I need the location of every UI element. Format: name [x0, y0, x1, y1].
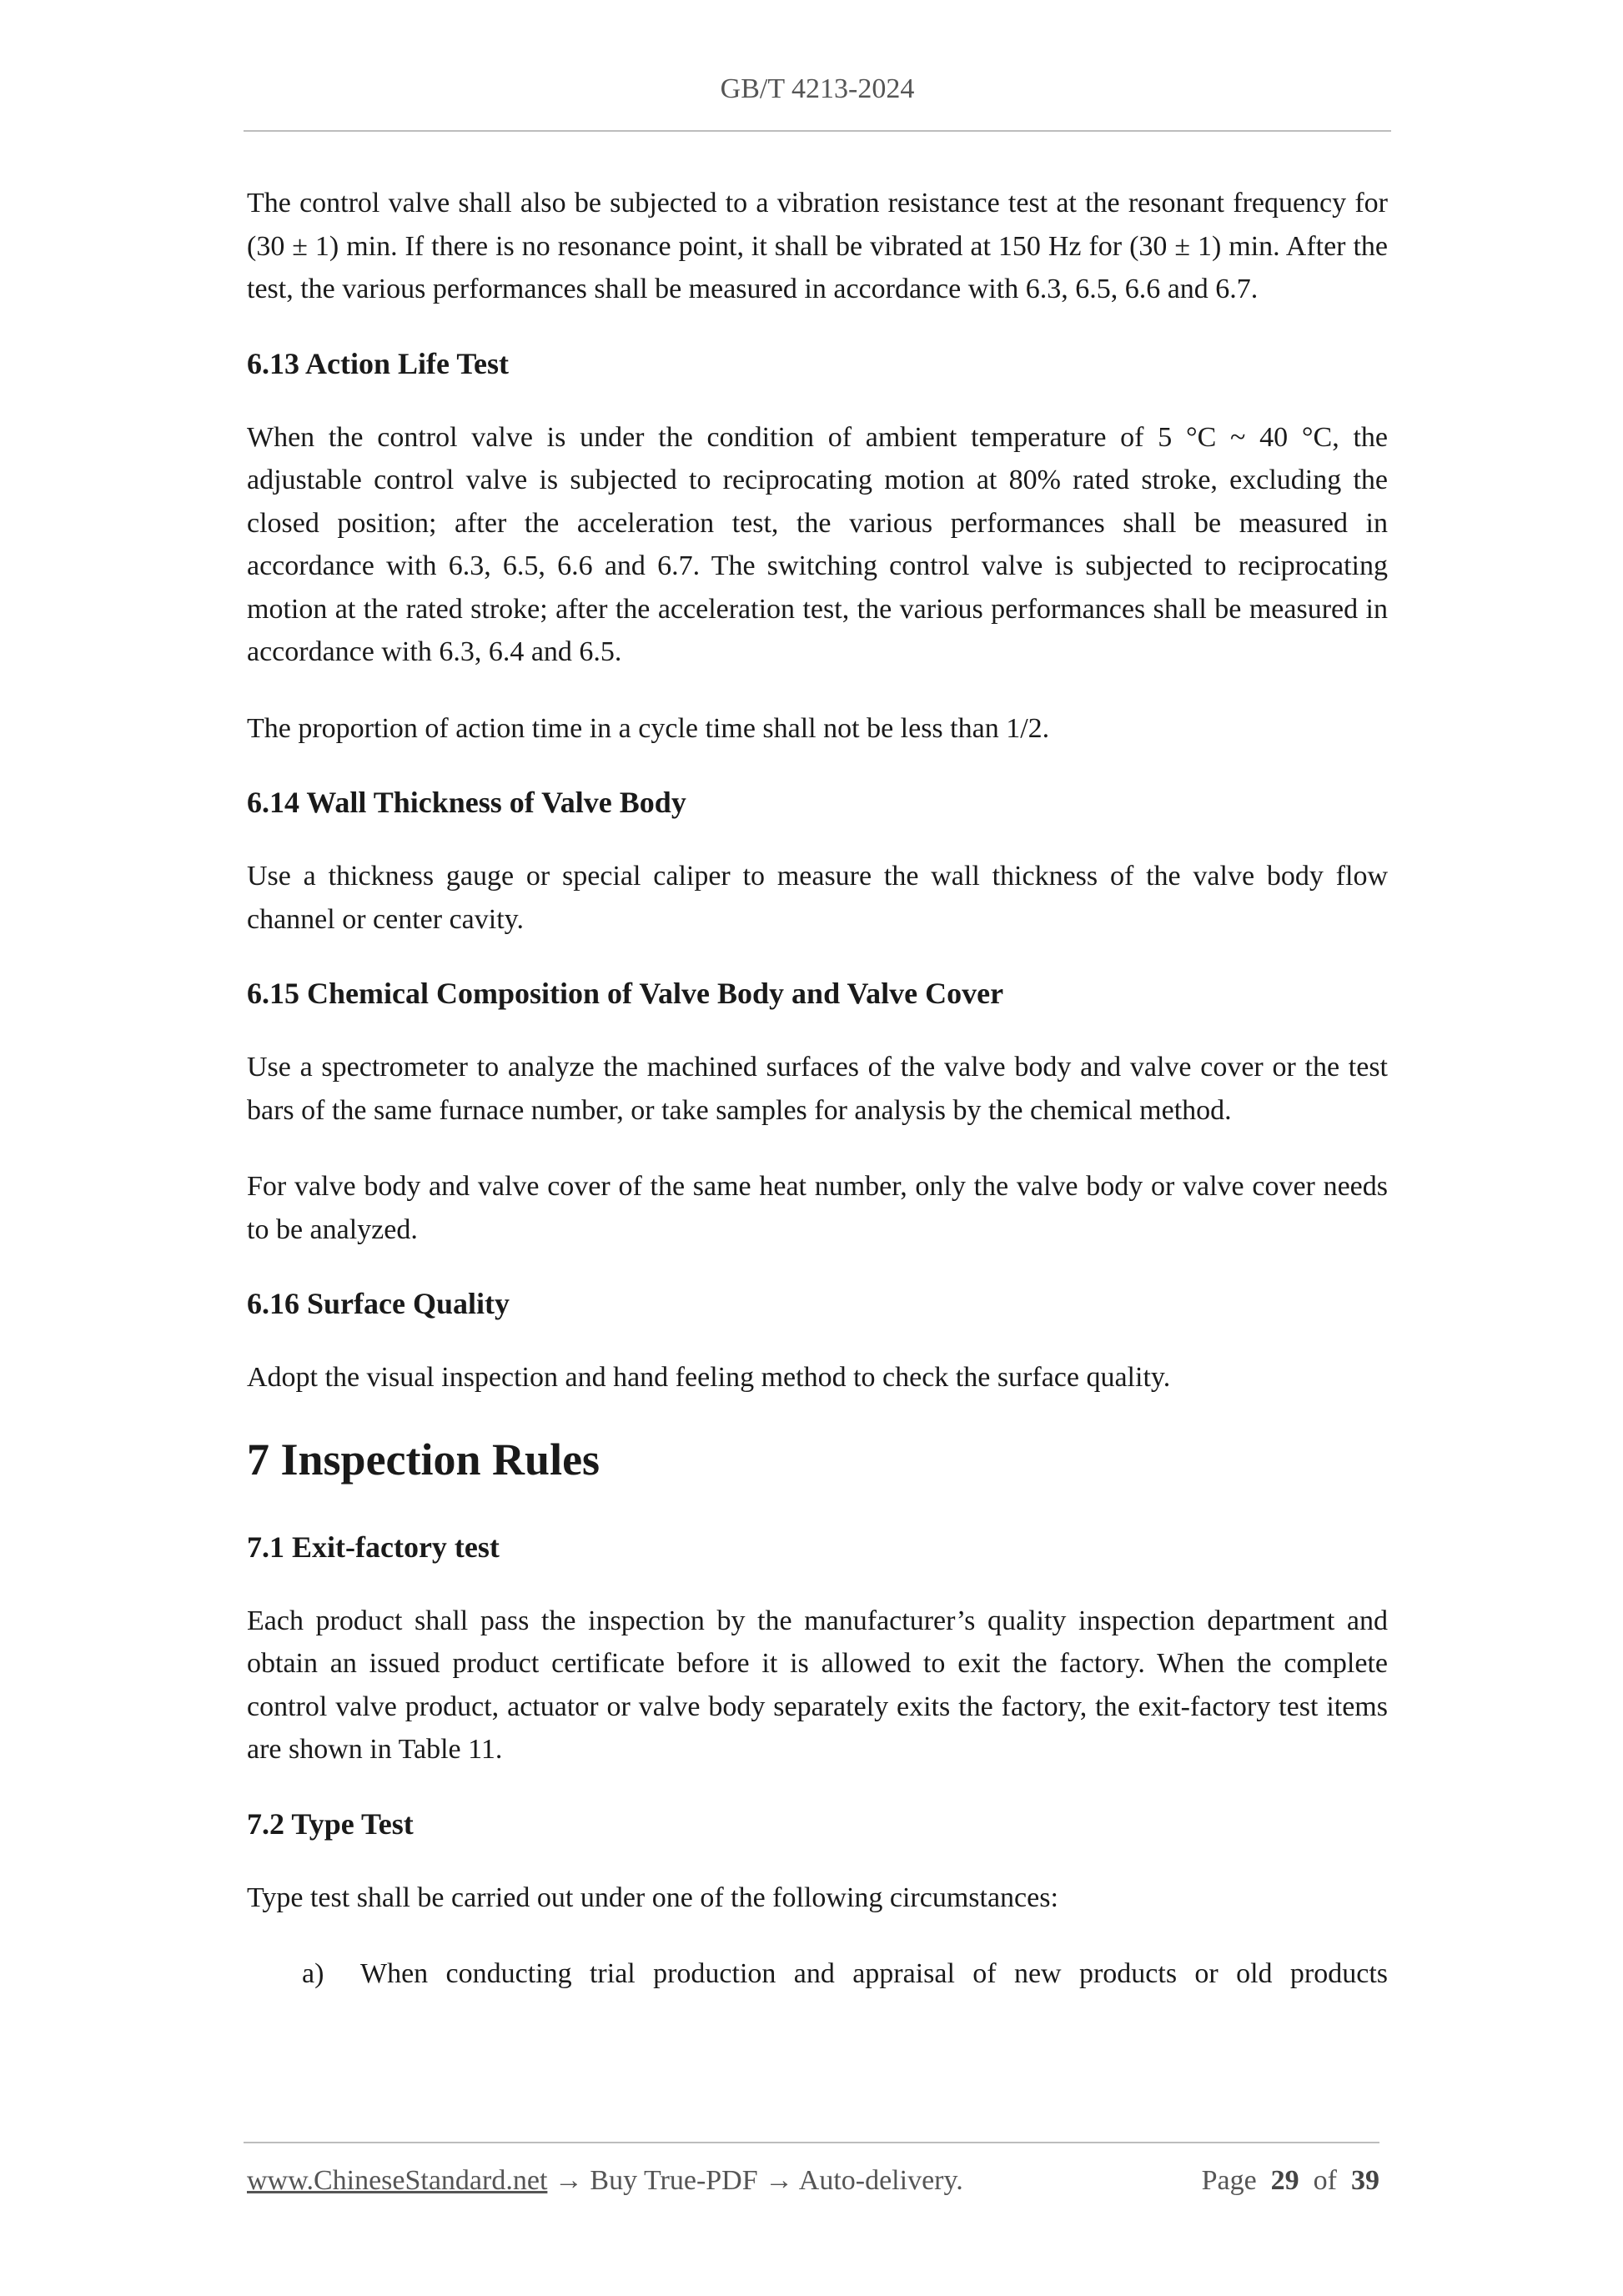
website-link[interactable]: www.ChineseStandard.net: [247, 2165, 548, 2196]
section-heading-7-1: 7.1 Exit-factory test: [247, 1530, 500, 1564]
header-divider: [244, 130, 1391, 132]
paragraph-spectrometer: Use a spectrometer to analyze the machined surfaces of the valve body and valve cover or the test bars of the same furnace number, or take samples for analysis by the chemical method.: [247, 1052, 1388, 1126]
section-heading-6-14: 6.14 Wall Thickness of Valve Body: [247, 786, 686, 819]
page-footer: [247, 2165, 1379, 2203]
chapter-heading-7: 7 Inspection Rules: [247, 1434, 600, 1485]
paragraph-type-test: Type test shall be carried out under one of the following circumstances:: [247, 1882, 1058, 1913]
footer-left: [247, 2165, 963, 2197]
section-heading-6-13: 6.13 Action Life Test: [247, 346, 510, 380]
paragraph-vibration: The control valve shall also be subjected to a vibration resistance test at the resonant frequency for (30 ± 1) min. If there is no resonance point, it shall be vibrated at 150 Hz for (30 ± 1) min. After the test, the various performances shall be measured in accordance with 6.3, 6.5, 6.6 and 6.7.: [247, 188, 1388, 304]
list-item-a: [247, 1952, 1388, 1995]
paragraph-heat-number: For valve body and valve cover of the same heat number, only the valve body or valve cover needs to be analyzed.: [247, 1171, 1388, 1245]
page-header: GB/T 4213-2024: [720, 73, 915, 104]
paragraph-wall-thickness: Use a thickness gauge or special caliper to measure the wall thickness of the valve body flow channel or center cavity.: [247, 861, 1388, 935]
page-number: [1202, 2165, 1379, 2197]
section-heading-7-2: 7.2 Type Test: [247, 1806, 414, 1841]
paragraph-surface-quality: Adopt the visual inspection and hand feeling method to check the surface quality.: [247, 1362, 1171, 1393]
footer-divider: [244, 2142, 1379, 2143]
list-marker: a): [302, 1958, 324, 1989]
of-word: of: [1313, 2165, 1337, 2196]
paragraph-exit-factory: Each product shall pass the inspection by the manufacturer’s quality inspection department and obtain an issued product certificate before it is allowed to exit the factory. When the complete control valve product, actuator or valve body separately exits the factory, the exit-factory test items are shown in Table 11.: [247, 1605, 1388, 1765]
section-heading-6-16: 6.16 Surface Quality: [247, 1287, 510, 1320]
document-body: [247, 182, 1388, 1995]
paragraph-action-life: When the control valve is under the condition of ambient temperature of 5 °C ~ 40 °C, the adjustable control valve is subjected to reciprocating motion at 80% rated stroke, excluding the closed position; after the acceleration test, the various performances shall be measured in accordance with 6.3, 6.5, 6.6 and 6.7. The switching control valve is subjected to reciprocating motion at the rated stroke; after the acceleration test, the various performances shall be measured in accordance with 6.3, 6.4 and 6.5.: [247, 421, 1388, 667]
section-heading-6-15: 6.15 Chemical Composition of Valve Body and Valve Cover: [247, 977, 1004, 1010]
list-item-text: When conducting trial production and appraisal of new products or old products: [360, 1958, 1388, 1989]
total-pages: 39: [1351, 2165, 1379, 2196]
paragraph-action-proportion: The proportion of action time in a cycle time shall not be less than 1/2.: [247, 712, 1050, 744]
current-page: 29: [1270, 2165, 1299, 2196]
page-word: Page: [1201, 2165, 1257, 2196]
footer-tagline: → Buy True-PDF → Auto-delivery.: [547, 2165, 963, 2196]
